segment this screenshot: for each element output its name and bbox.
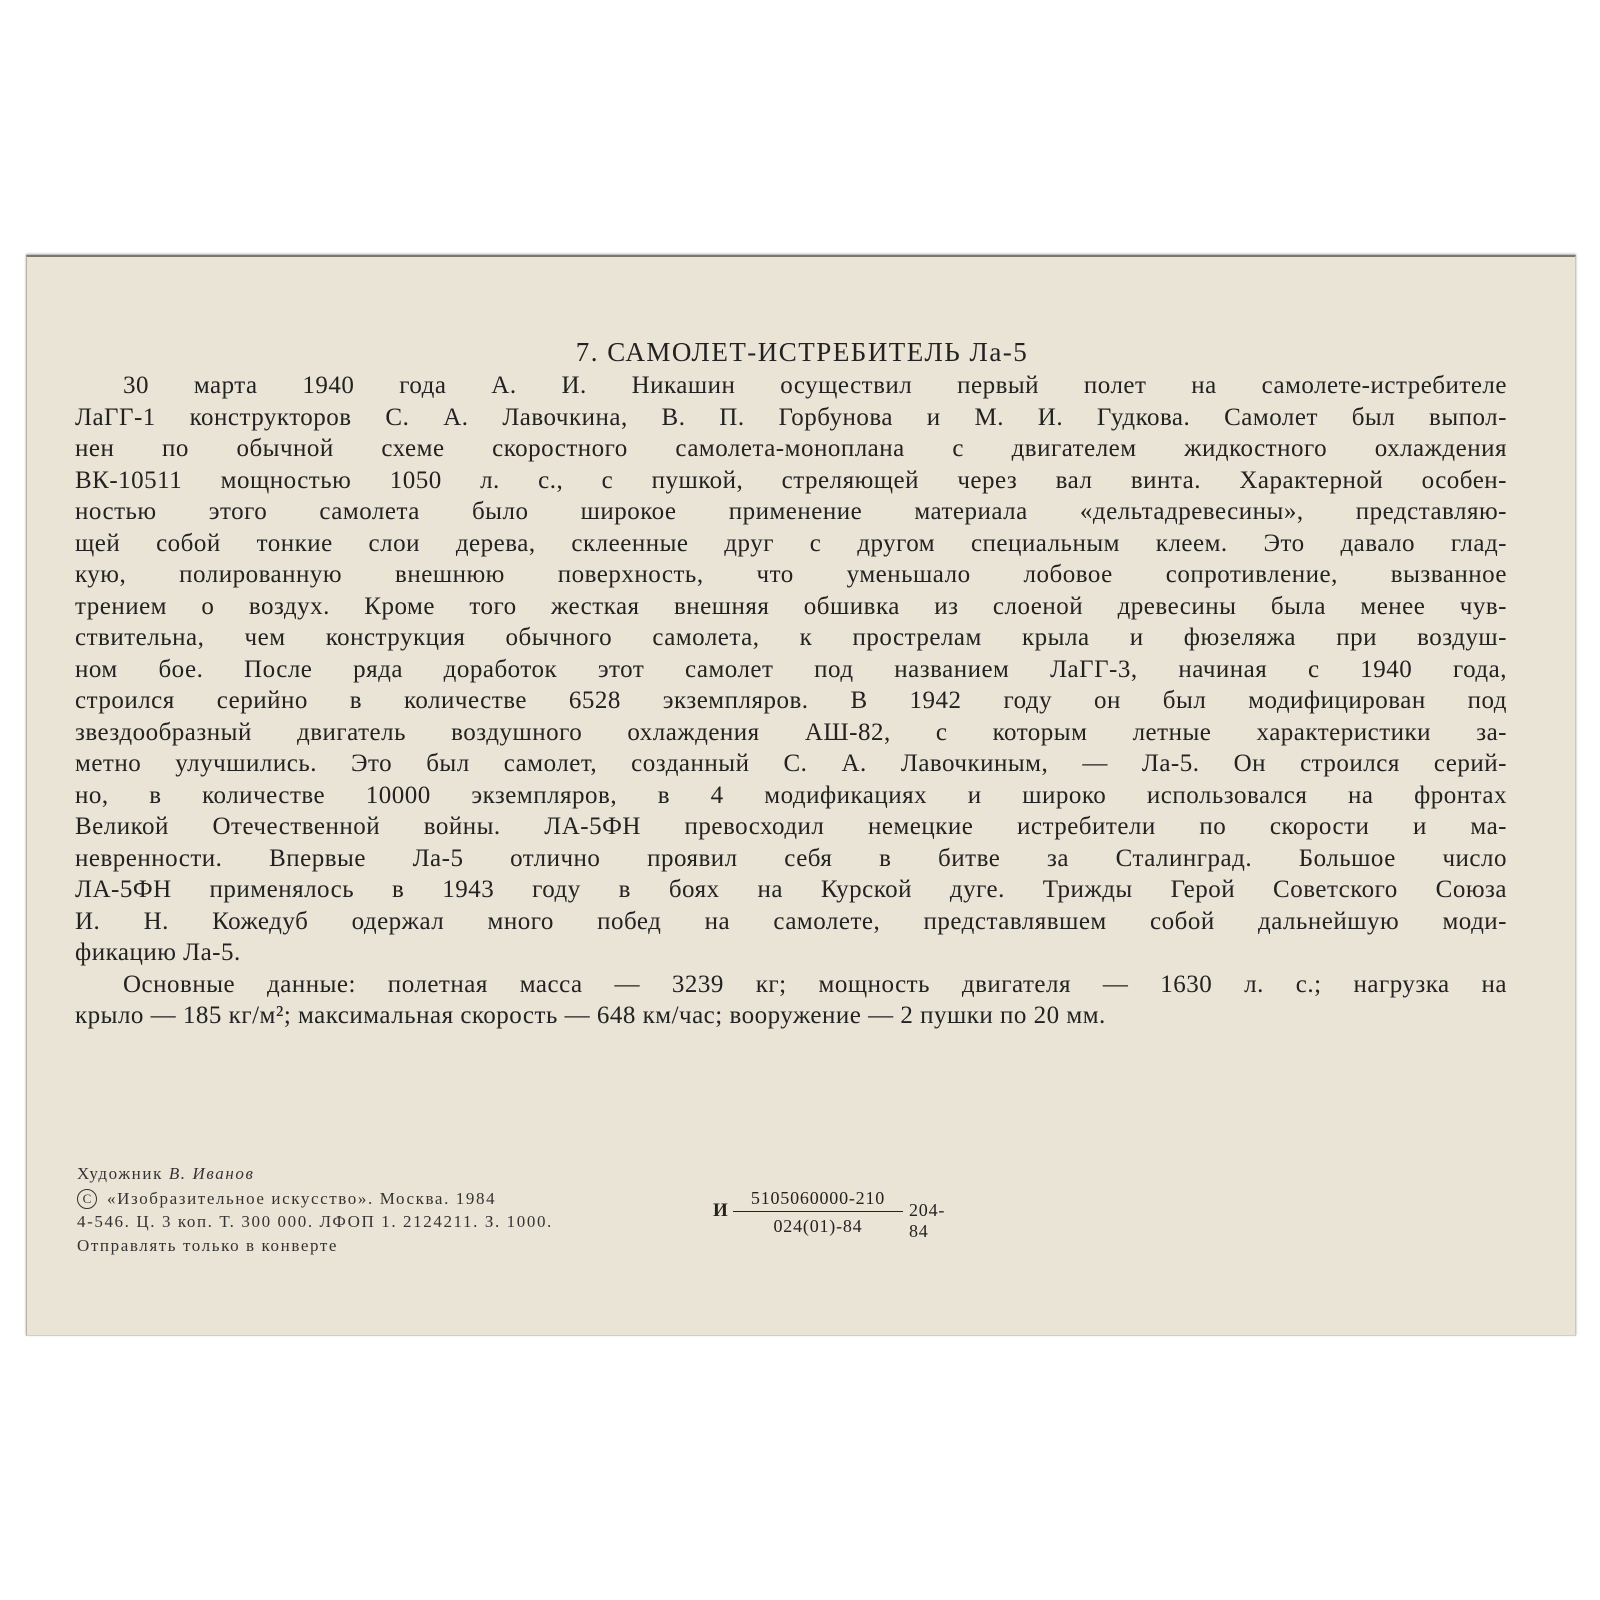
text-line: ствительна, чем конструкция обычного самолета, к прострелам крыла и фюзеляжа при воздуш- xyxy=(75,624,1507,651)
postcard-back xyxy=(26,255,1576,1336)
text-line: ЛА-5ФН применялось в 1943 году в боях на Курской дуге. Трижды Герой Советского Союза xyxy=(75,876,1507,903)
text-line: И. Н. Кожедуб одержал много побед на самолете, представлявшем собой дальнейшую моди- xyxy=(75,907,1507,935)
text-line: строился серийно в количестве 6528 экземпляров. В 1942 году он был модифицирован под xyxy=(75,687,1507,714)
description-text xyxy=(75,370,1507,1032)
artist-credit xyxy=(77,1162,254,1186)
text-line: ностью этого самолета было широкое применение материала «дельтадревесины», представляю- xyxy=(75,498,1507,525)
publisher-text: «Изобразительное искусство». Москва. 1984 xyxy=(107,1189,497,1208)
text-line: нен по обычной схеме скоростного самолета-моноплана с двигателем жидкостного охлаждения xyxy=(75,435,1507,462)
text-line: но, в количестве 10000 экземпляров, в 4 модификациях и широко использовался на фронтах xyxy=(75,781,1507,809)
text-line: звездообразный двигатель воздушного охлаждения АШ-82, с которым летные характеристики за- xyxy=(75,718,1507,746)
print-info: 4-546. Ц. 3 коп. Т. 300 000. ЛФОП 1. 2124211. З. 1000. xyxy=(77,1212,553,1231)
text-line: ЛаГГ-1 конструкторов С. А. Лавочкина, В. П. Горбунова и М. И. Гудкова. Самолет был выпол- xyxy=(75,403,1507,431)
copyright-icon: C xyxy=(77,1189,97,1209)
code-denominator: 024(01)-84 xyxy=(773,1216,863,1236)
text-line: фикацию Ла-5. xyxy=(75,939,241,966)
artist-name: В. Иванов xyxy=(168,1164,255,1183)
code-suffix: 204-84 xyxy=(909,1200,946,1241)
specs-line: крыло — 185 кг/м²; максимальная скорость — 648 км/час; вооружение — 2 пушки по 20 мм. xyxy=(75,1002,1106,1029)
text-line: щей собой тонкие слои дерева, склеенные друг с другом специальным клеем. Это давало глад- xyxy=(75,529,1507,557)
text-line: 30 марта 1940 года А. И. Никашин осуществил первый полет на самолете-истребителе xyxy=(123,372,1507,399)
specs-line: Основные данные: полетная масса — 3239 кг; мощность двигателя — 1630 л. с.; нагрузка на xyxy=(123,970,1507,998)
artist-label: Художник xyxy=(77,1164,163,1183)
text-line: ВК-10511 мощностью 1050 л. с., с пушкой, стреляющей через вал винта. Характерной особен- xyxy=(75,466,1507,494)
text-line: метно улучшились. Это был самолет, созданный С. А. Лавочкиным, — Ла-5. Он строился серий- xyxy=(75,750,1507,777)
publisher-line xyxy=(77,1187,496,1211)
text-line: трением о воздух. Кроме того жесткая внешняя обшивка из слоеной древесины была менее чув- xyxy=(75,592,1507,620)
text-line: кую, полированную внешнюю поверхность, что уменьшало лобовое сопротивление, вызванное xyxy=(75,561,1507,588)
text-line: ном бое. После ряда доработок этот самолет под названием ЛаГГ-3, начиная с 1940 года, xyxy=(75,655,1507,683)
mail-note: Отправлять только в конверте xyxy=(77,1236,339,1255)
text-line: невренности. Впервые Ла-5 отлично проявил себя в битве за Сталинград. Большое число xyxy=(75,844,1507,872)
code-fraction xyxy=(733,1187,903,1236)
text-line: Великой Отечественной войны. ЛА-5ФН превосходил немецкие истребители по скорости и ма- xyxy=(75,813,1507,840)
postcard-title: 7. САМОЛЕТ-ИСТРЕБИТЕЛЬ Ла-5 xyxy=(575,337,1029,367)
code-prefix: И xyxy=(713,1200,729,1221)
code-numerator: 5105060000-210 xyxy=(733,1187,903,1212)
